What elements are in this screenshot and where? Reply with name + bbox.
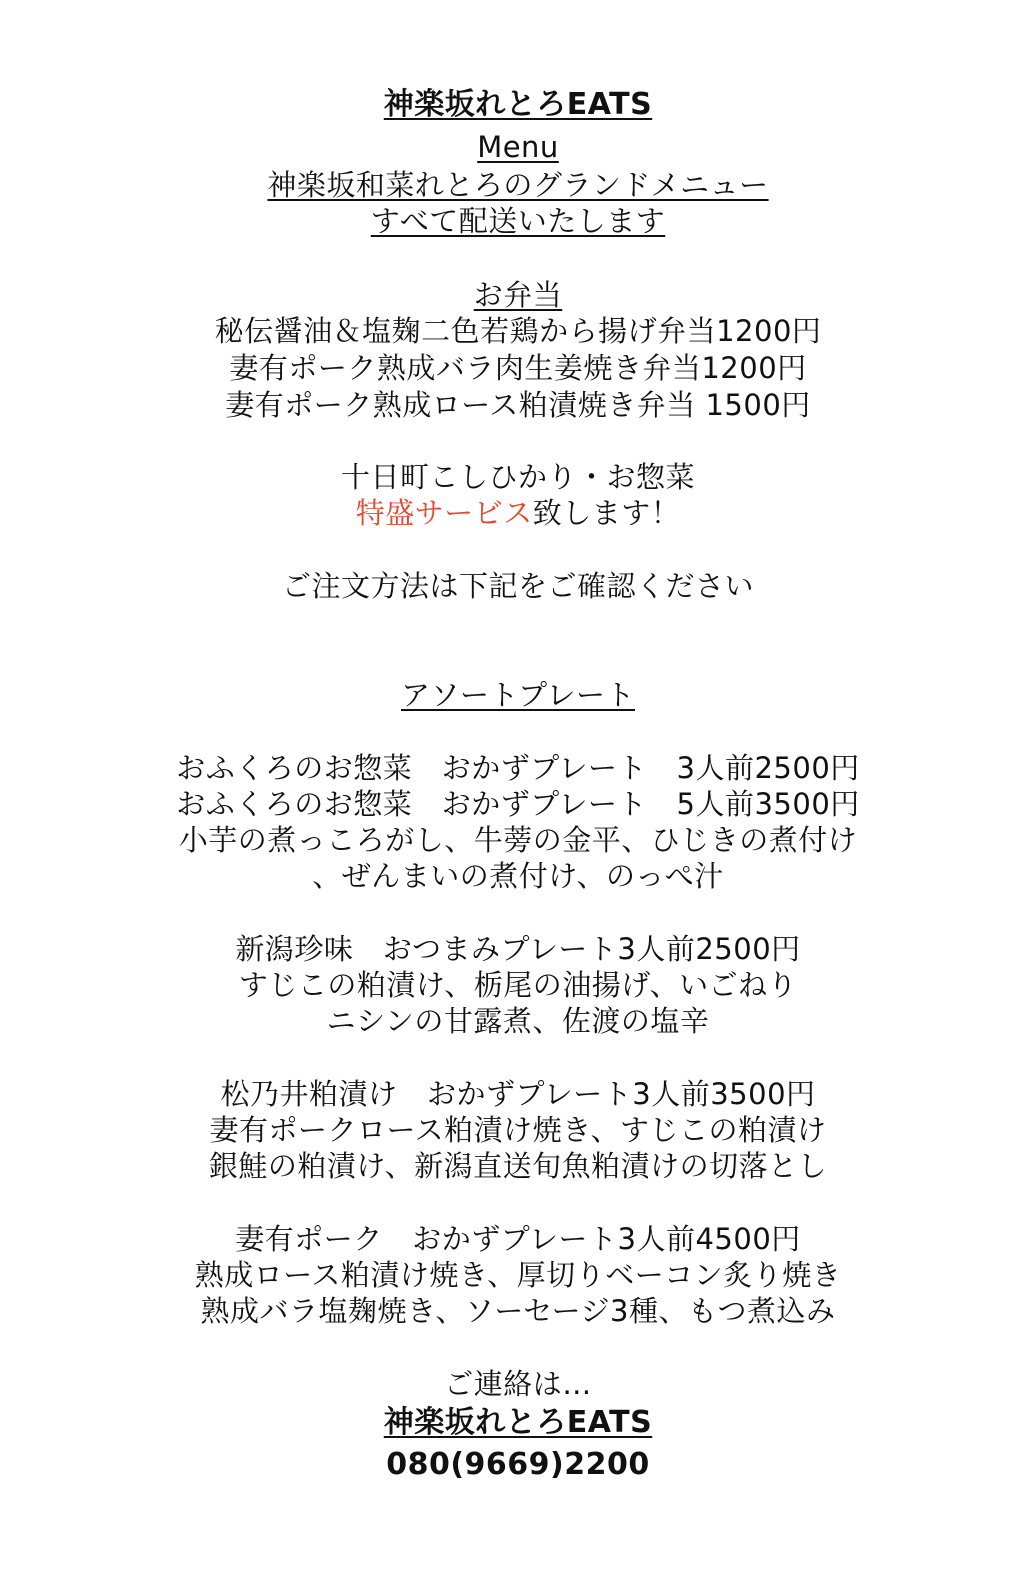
assort-line: 銀鮭の粕漬け、新潟直送旬魚粕漬けの切落とし [208,1149,828,1183]
menu-subtitle [0,167,1036,203]
assort-line: おふくろのお惣菜 おかずプレート 3人前2500円 [176,751,860,785]
bento-item: 妻有ポーク熟成バラ肉生姜焼き弁当1200円 [229,351,807,385]
assort-line: ニシンの甘露煮、佐渡の塩辛 [326,1004,710,1038]
assort-line: 熟成ロース粕漬け焼き、厚切りベーコン炙り焼き [194,1258,842,1292]
contact-shop-name-text: 神楽坂れとろEATS [383,1405,653,1440]
shop-title-text: 神楽坂れとろEATS [383,87,653,122]
service-line-2-rest: 致します！ [532,496,681,530]
assort-line: 松乃井粕漬け おかずプレート3人前3500円 [220,1077,816,1111]
assort-line: すじこの粕漬け、栃尾の油揚げ、いごねり [238,968,798,1002]
service-line-1: 十日町こしひかり・お惣菜 [340,460,695,494]
service-line-2 [0,495,1036,531]
menu-label-text: Menu [477,130,559,164]
assort-line: 、ぜんまいの煮付け、のっぺ汁 [312,859,724,893]
assort-heading [0,677,1036,713]
contact-shop-name [0,1405,1036,1441]
assort-heading-text: アソートプレート [401,678,635,712]
bento-item: 妻有ポーク熟成ロース粕漬焼き弁当 1500円 [225,388,811,422]
bento-heading-text: お弁当 [473,278,563,312]
delivery-note [0,203,1036,239]
assort-line: 妻有ポーク おかずプレート3人前4500円 [235,1222,801,1256]
assort-line: 小芋の煮っころがし、牛蒡の金平、ひじきの煮付け [178,823,858,857]
delivery-note-text: すべて配送いたします [370,204,666,238]
menu-label [0,129,1036,165]
shop-title [0,87,1036,123]
bento-item: 秘伝醤油＆塩麹二色若鶏から揚げ弁当1200円 [214,314,822,348]
contact-phone: 080(9669)2200 [386,1447,650,1482]
menu-subtitle-text: 神楽坂和菜れとろのグランドメニュー [267,168,769,202]
contact-intro: ご連絡は… [444,1367,592,1401]
service-highlight: 特盛サービス [355,496,533,530]
order-note: ご注文方法は下記をご確認ください [281,569,754,603]
assort-line: 新潟珍味 おつまみプレート3人前2500円 [235,932,801,966]
assort-line: おふくろのお惣菜 おかずプレート 5人前3500円 [176,787,860,821]
assort-line: 熟成バラ塩麹焼き、ソーセージ3種、もつ煮込み [200,1294,836,1328]
assort-line: 妻有ポークロース粕漬け焼き、すじこの粕漬け [209,1113,827,1147]
bento-heading [0,277,1036,313]
